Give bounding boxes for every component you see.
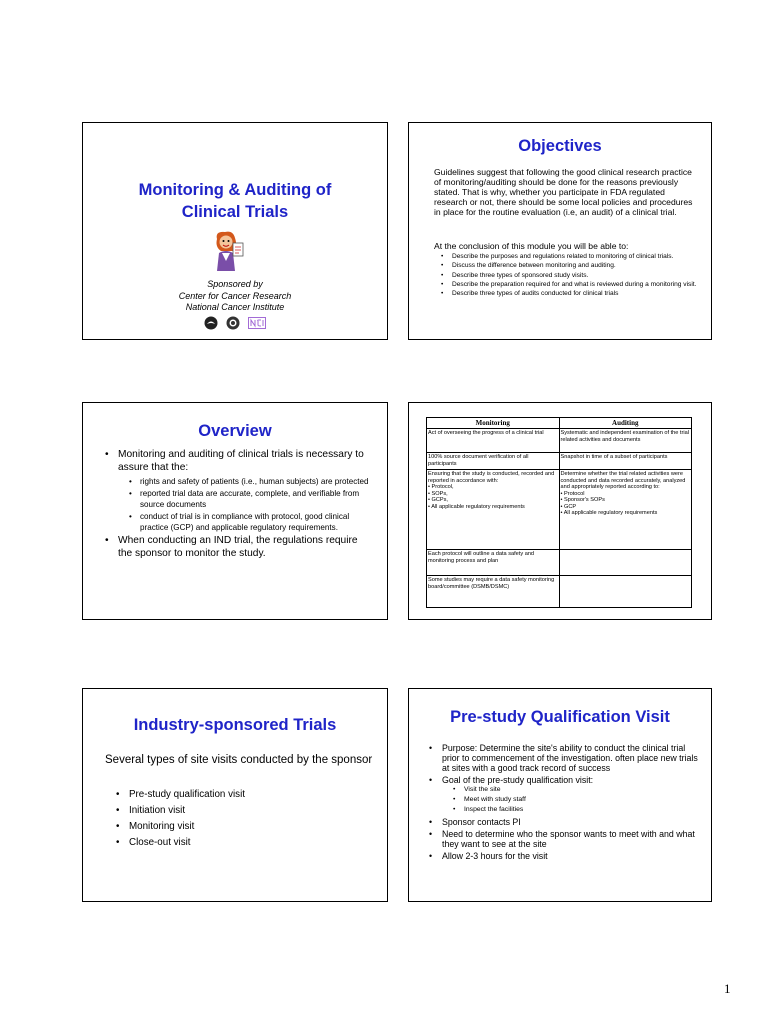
list-item: • Allow 2-3 hours for the visit [429, 851, 699, 861]
visit-types-list [116, 787, 245, 851]
list-item [105, 449, 373, 533]
table-cell [559, 550, 692, 576]
list-item: • rights and safety of patients (i.e., human subjects) are protected [129, 477, 373, 487]
slide-heading: Objectives [518, 137, 602, 155]
cell-line: Ensuring that the study is conducted, recorded and reported in accordance with: [428, 471, 555, 484]
slide-title-heading [83, 179, 387, 223]
slide-title [82, 122, 388, 340]
slide-heading: Pre-study Qualification Visit [450, 708, 670, 726]
nih-seal-logo [226, 316, 240, 330]
sponsor-logos [83, 316, 387, 330]
overview-body [105, 449, 373, 562]
list-item: • Visit the site [453, 785, 699, 795]
list-item: • Sponsor contacts PI [429, 817, 699, 827]
table-cell [427, 429, 560, 453]
table-header: Monitoring [427, 418, 560, 429]
cell-line: Snapshot in time of a subset of participants [560, 454, 668, 460]
table-row [427, 429, 692, 453]
slide-overview [82, 402, 388, 620]
table-cell [559, 576, 692, 608]
list-item: • Inspect the facilities [453, 805, 699, 815]
list-item: • Describe three types of audits conducted for clinical trials [441, 290, 699, 298]
bullet-text: Goal of the pre-study qualification visit: [442, 775, 594, 785]
table-cell [559, 470, 692, 550]
slide-objectives [408, 122, 712, 340]
cell-line: • Sponsor's SOPs [560, 497, 605, 503]
cell-line: • SOPs, [428, 490, 448, 497]
list-item: • conduct of trial is in compliance with protocol, good clinical practice (GCP) and applicable regulatory requirements. [129, 512, 373, 533]
title-line-2: Clinical Trials [181, 203, 289, 221]
list-item: • When conducting an IND trial, the regulations require the sponsor to monitor the study. [105, 535, 373, 560]
slide-heading: Industry-sponsored Trials [133, 716, 337, 734]
cell-line: • All applicable regulatory requirements [560, 510, 658, 516]
list-item: • Purpose: Determine the site's ability to conduct the clinical trial prior to commencement of the investigation. often place new trials at sites with a good track record of success [429, 743, 699, 773]
slide-comparison-table [408, 402, 712, 620]
table-cell [559, 453, 692, 470]
list-item: • Close-out visit [116, 835, 245, 851]
sub-list [453, 785, 699, 815]
sponsor-line: Center for Cancer Research [178, 290, 292, 301]
slide-heading: Overview [198, 422, 272, 440]
prestudy-list [429, 743, 699, 863]
list-item: • Meet with study staff [453, 795, 699, 805]
nci-logo [248, 317, 266, 329]
list-item: • Discuss the difference between monitoring and auditing. [441, 262, 699, 270]
cell-line: • Protocol, [428, 484, 454, 490]
cell-line: • Protocol [560, 490, 585, 497]
page-number: 1 [724, 981, 731, 996]
list-item: • Monitoring visit [116, 819, 245, 835]
table-cell [427, 550, 560, 576]
sub-list [129, 477, 373, 533]
table-row [427, 550, 692, 576]
cell-line: • All applicable regulatory requirements [428, 503, 525, 510]
slide-industry-sponsored [82, 688, 388, 902]
list-item: • reported trial data are accurate, complete, and verifiable from source documents [129, 489, 373, 510]
list-item: • Describe the purposes and regulations related to monitoring of clinical trials. [441, 253, 699, 261]
cell-line: Determine whether the trial related activities were conducted and data recorded accurately, analyzed and appropriately reported according to: [560, 471, 686, 490]
hhs-eagle-logo [204, 316, 218, 330]
list-item [429, 775, 699, 815]
list-item: • Pre-study qualification visit [116, 787, 245, 803]
sponsor-text [83, 279, 387, 314]
objectives-intro: Guidelines suggest that following the good clinical research practice of monitoring/auditing should be done for the reasons previously stated. That is why, whether you participate in FDA regulated research or not, there should be some local policies and procedures in place for the routine evaluation (i.e, an audit) of a clinical trial. [434, 167, 693, 217]
table-row [427, 453, 692, 470]
monitoring-auditing-table [426, 417, 692, 608]
sponsor-line: Sponsored by [207, 279, 263, 289]
title-line-1: Monitoring & Auditing of [138, 181, 332, 199]
table-row [427, 470, 692, 550]
cell-line: • GCP [560, 503, 577, 510]
cell-line: • GCPs, [428, 497, 448, 503]
list-item: • Initiation visit [116, 803, 245, 819]
cell-line: Each protocol will outline a data safety and monitoring process and plan [428, 551, 535, 564]
sponsor-line: National Cancer Institute [185, 302, 285, 312]
table-cell [427, 576, 560, 608]
slide-prestudy-visit [408, 688, 712, 902]
table-cell [559, 429, 692, 453]
list-item: • Need to determine who the sponsor wants to meet with and what they want to see at the site [429, 829, 699, 849]
list-item: • Describe the preparation required for and what is reviewed during a monitoring visit. [441, 281, 699, 289]
objectives-list [441, 253, 699, 299]
industry-intro: Several types of site visits conducted by the sponsor [105, 754, 373, 766]
table-cell [427, 453, 560, 470]
cell-line: Act of overseeing the progress of a clinical trial [428, 430, 544, 436]
list-item: • Describe three types of sponsored study visits. [441, 272, 699, 280]
objectives-conclusion: At the conclusion of this module you will be able to: [434, 241, 629, 251]
mascot-doctor-icon [211, 229, 245, 273]
table-row [427, 576, 692, 608]
bullet-text: Monitoring and auditing of clinical trials is necessary to assure that the: [118, 449, 364, 473]
cell-line: Systematic and independent examination of the trial related activities and documents [560, 430, 689, 443]
cell-line: 100% source document verification of all participants [428, 454, 529, 467]
table-header: Auditing [559, 418, 692, 429]
table-cell [427, 470, 560, 550]
cell-line: Some studies may require a data safety monitoring board/committee (DSMB/DSMC) [428, 577, 555, 590]
